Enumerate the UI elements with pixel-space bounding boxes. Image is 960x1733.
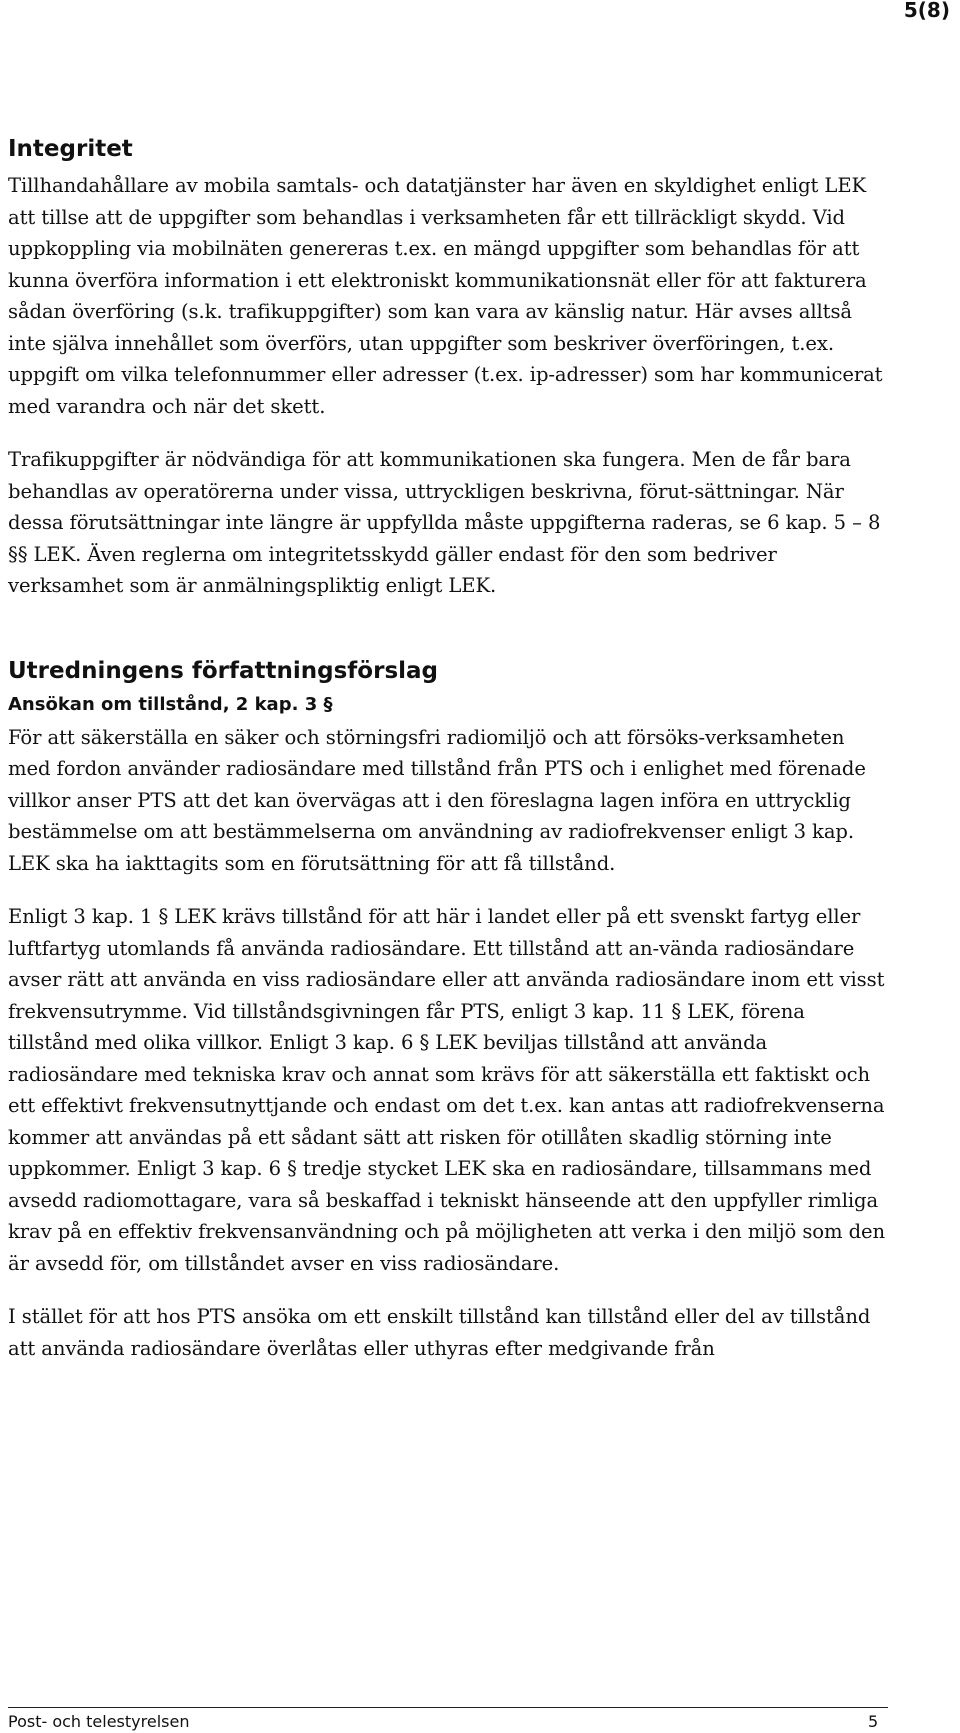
paragraph-utredningen-1: För att säkerställa en säker och störningsfri radiomiljö och att försöks-verksamheten med fordon använder radiosändare med tillstånd från PTS och i enlighet med förenade villkor anser PTS att det kan övervägas att i den föreslagna lagen införa en uttrycklig bestämmelse om att bestämmelserna om användning av radiofrekvenser enligt 3 kap. LEK ska ha iakttagits som en förutsättning för att få tillstånd. [8, 725, 866, 875]
paragraph-integritet-1: Tillhandahållare av mobila samtals- och datatjänster har även en skyldighet enligt LEK att tillse att de uppgifter som behandlas i verksamheten får ett tillräckligt skydd. Vid uppkoppling via mobilnäten genereras t.ex. en mängd uppgifter som behandlas för att kunna överföra information i ett elektroniskt kommunikationsnät eller för att fakturera sådan överföring (s.k. trafikuppgifter) som kan vara av känslig natur. Här avses alltså inte själva innehållet som överförs, utan uppgifter som beskriver överföringen, t.ex. uppgift om vilka telefonnummer eller adresser (t.ex. ip-adresser) som har kommunicerat med varandra och när det skett. [8, 174, 883, 418]
page-number: 5(8) [903, 0, 950, 22]
footer-organization: Post- och telestyrelsen [8, 1712, 190, 1731]
document-body [8, 134, 888, 1364]
footer-divider [8, 1707, 888, 1708]
subheading-ansokan: Ansökan om tillstånd, 2 kap. 3 § [8, 693, 333, 715]
footer-page-number: 5 [868, 1712, 879, 1731]
heading-utredningens-forslag: Utredningens författningsförslag [8, 657, 439, 684]
paragraph-utredningen-3: I stället för att hos PTS ansöka om ett enskilt tillstånd kan tillstånd eller del av tillstånd att använda radiosändare överlåtas eller uthyras efter medgivande från [8, 1305, 871, 1360]
paragraph-utredningen-2: Enligt 3 kap. 1 § LEK krävs tillstånd för att här i landet eller på ett svenskt fartyg eller luftfartyg utomlands få använda radiosändare. Ett tillstånd att an-vända radiosändare avser rätt att använda en viss radiosändare eller att använda radiosändare inom ett visst frekvensutrymme. Vid tillståndsgivningen får PTS, enligt 3 kap. 11 § LEK, förena tillstånd med olika villkor. Enligt 3 kap. 6 § LEK beviljas tillstånd att använda radiosändare med tekniska krav och annat som krävs för att säkerställa ett faktiskt och ett effektivt frekvensutnyttjande och endast om det t.ex. kan antas att radiofrekvenserna kommer att användas på ett sådant sätt att risken för otillåten skadlig störning inte uppkommer. Enligt 3 kap. 6 § tredje stycket LEK ska en radiosändare, tillsammans med avsedd radiomottagare, vara så beskaffad i tekniskt hänseende att den uppfyller rimliga krav på en effektiv frekvensanvändning och på möjligheten att verka i den miljö som den är avsedd för, om tillståndet avser en viss radiosändare. [8, 905, 886, 1275]
paragraph-integritet-2: Trafikuppgifter är nödvändiga för att kommunikationen ska fungera. Men de får bara behandlas av operatörerna under vissa, uttryckligen beskrivna, förut-sättningar. När dessa förutsättningar inte längre är uppfyllda måste uppgifterna raderas, se 6 kap. 5 – 8 §§ LEK. Även reglerna om integritetsskydd gäller endast för den som bedriver verksamhet som är anmälningspliktig enligt LEK. [8, 448, 881, 597]
heading-integritet: Integritet [8, 136, 133, 162]
